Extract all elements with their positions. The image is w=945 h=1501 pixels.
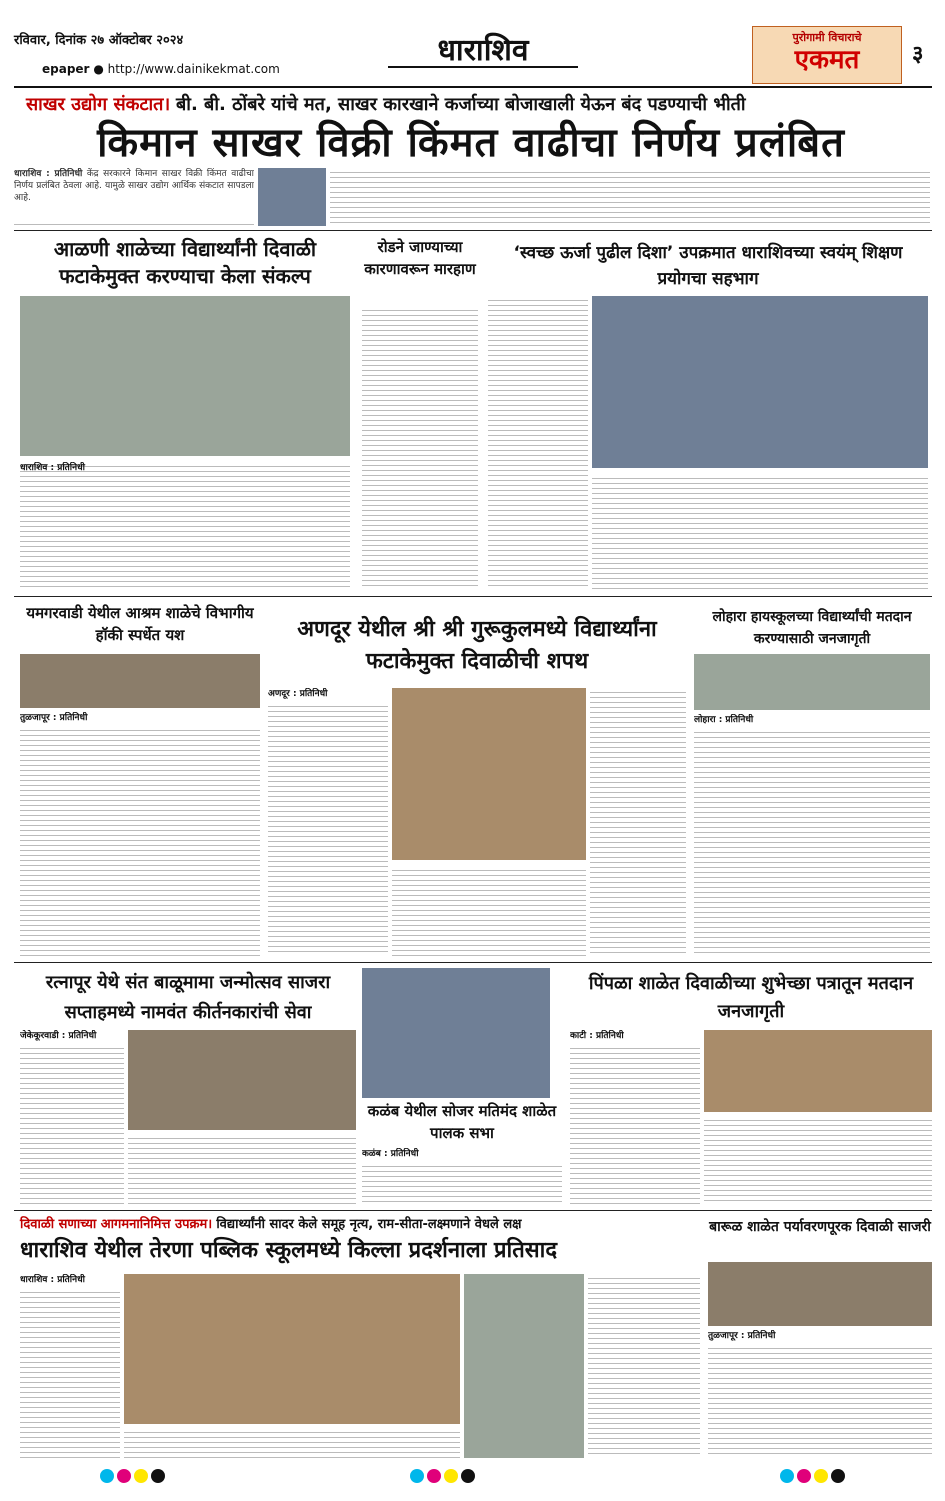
terna-performance-photo <box>464 1274 584 1458</box>
anadur-body <box>268 702 388 956</box>
lead-body <box>14 168 254 220</box>
lead-headline: किमान साखर विक्री किंमत वाढीचा निर्णय प्रलंबित <box>97 120 845 166</box>
section-divider <box>14 962 932 963</box>
section-divider <box>14 596 932 597</box>
website-url[interactable]: http://www.dainikekmat.com <box>107 62 280 76</box>
ratnapur-body-2 <box>128 1134 356 1204</box>
yellow-mark <box>444 1469 458 1483</box>
kalamb-dateline: कळंब : प्रतिनिधी <box>362 1149 419 1159</box>
anadur-students-photo <box>392 688 586 860</box>
story-terna-headline: धाराशिव येथील तेरणा पब्लिक स्कूलमध्ये किल्ला प्रदर्शनाला प्रतिसाद <box>20 1238 558 1263</box>
story-hockey-headline: यमगरवाडी येथील आश्रम शाळेचे विभागीय हॉकी स्पर्धेत यश <box>26 604 254 644</box>
story-road-headline: रोडने जाण्याच्या कारणावरून मारहाण <box>364 238 476 278</box>
header-divider <box>14 86 932 88</box>
yellow-mark <box>134 1469 148 1483</box>
clean-energy-body-2 <box>592 474 928 590</box>
story-kalamb-headline: कळंब येथील सोजर मतिमंद शाळेत पालक सभा <box>367 1102 557 1142</box>
registration-marks-center <box>410 1468 478 1487</box>
kalamb-body <box>362 1162 562 1204</box>
cyan-mark <box>410 1469 424 1483</box>
cyan-mark <box>100 1469 114 1483</box>
lohara-dateline: लोहारा : प्रतिनिधी <box>694 715 754 725</box>
story-barul-headline: बारूळ शाळेत पर्यावरणपूरक दिवाळी साजरी <box>709 1219 931 1235</box>
alani-dateline: धाराशिव : प्रतिनिधी <box>20 463 85 473</box>
terna-body-3 <box>588 1274 700 1458</box>
alani-story-body <box>20 462 350 590</box>
terna-kicker-text: विद्यार्थ्यांनी सादर केले समूह नृत्य, राम-सीता-लक्ष्मणाने वेधले लक्ष <box>216 1217 522 1232</box>
story-lohara-headline: लोहारा हायस्कूलच्या विद्यार्थ्यांची मतदान करण्यासाठी जनजागृती <box>712 609 912 647</box>
story-ratnapur-headline: रत्नापूर येथे संत बाळूमामा जन्मोत्सव साजरा सप्ताहमध्ये नामवंत कीर्तनकारांची सेवा <box>45 972 331 1023</box>
pimpla-body <box>570 1044 700 1204</box>
pimpla-dateline: काटी : प्रतिनिधी <box>570 1031 624 1041</box>
terna-body <box>20 1288 120 1458</box>
hockey-dateline: तुळजापूर : प्रतिनिधी <box>20 713 88 723</box>
black-mark <box>151 1469 165 1483</box>
road-story-body <box>362 306 478 590</box>
pimpla-body-2 <box>704 1116 932 1204</box>
story-pimpla-headline: पिंपळा शाळेत दिवाळीच्या शुभेच्छा पत्रातून मतदान जनजागृती <box>588 973 914 1022</box>
lohara-story-body <box>694 728 930 956</box>
page-number: ३ <box>912 42 924 67</box>
barul-story-body <box>708 1344 932 1458</box>
alani-school-photo <box>20 296 350 456</box>
ratnapur-body <box>20 1044 124 1204</box>
story-anadur-headline: अणदूर येथील श्री श्री गुरूकुलमध्ये विद्यार्थ्यांना फटाकेमुक्त दिवाळीची शपथ <box>297 617 657 674</box>
anadur-dateline: अणदूर : प्रतिनिधी <box>268 689 328 699</box>
ratnapur-dateline: जेकेकूरवाडी : प्रतिनिधी <box>20 1031 97 1041</box>
terna-body-2 <box>124 1428 460 1458</box>
anadur-body-3 <box>590 688 686 956</box>
brand-name: एकमत <box>794 45 860 75</box>
terna-kicker <box>20 1214 700 1232</box>
epaper-label: epaper <box>42 62 90 76</box>
hockey-story-body <box>20 726 260 956</box>
magenta-mark <box>117 1469 131 1483</box>
yellow-mark <box>814 1469 828 1483</box>
lohara-rally-photo <box>694 654 930 710</box>
section-divider <box>14 230 932 231</box>
globe-icon: ● <box>93 62 108 76</box>
pimpla-students-photo <box>704 1030 932 1112</box>
lead-kicker-text: बी. बी. ठोंबरे यांचे मत, साखर कारखाने कर्जाच्या बोजाखाली येऊन बंद पडण्याची भीती <box>176 94 746 115</box>
barul-school-photo <box>708 1262 932 1326</box>
terna-dateline: धाराशिव : प्रतिनिधी <box>20 1275 85 1285</box>
magenta-mark <box>797 1469 811 1483</box>
lead-columns <box>330 168 930 226</box>
lead-portrait-photo <box>258 168 326 226</box>
brand-logo <box>752 26 902 84</box>
cyan-mark <box>780 1469 794 1483</box>
clean-energy-photo <box>592 296 928 468</box>
terna-kicker-label: दिवाळी सणाच्या आगमनानिमित्त उपक्रम। <box>20 1217 213 1232</box>
hockey-team-photo <box>20 654 260 708</box>
story-alani-headline: आळणी शाळेच्या विद्यार्थ्यांनी दिवाळी फटाकेमुक्त करण्याचा केला संकल्प <box>53 237 317 288</box>
lead-text-fill <box>14 220 254 226</box>
clean-energy-body <box>488 296 588 590</box>
issue-date: रविवार, दिनांक २७ ऑक्टोबर २०२४ <box>14 33 184 48</box>
lead-dateline: धाराशिव : प्रतिनिधी <box>14 169 83 179</box>
magenta-mark <box>427 1469 441 1483</box>
section-divider <box>14 1210 932 1211</box>
masthead-title: धाराशिव <box>388 28 578 68</box>
kalamb-meeting-photo <box>362 968 550 1098</box>
black-mark <box>461 1469 475 1483</box>
black-mark <box>831 1469 845 1483</box>
terna-fort-photo <box>124 1274 460 1424</box>
barul-dateline: तुळजापूर : प्रतिनिधी <box>708 1331 776 1341</box>
brand-tagline: पुरोगामी विचाराचे <box>792 31 862 44</box>
ratnapur-kirtan-photo <box>128 1030 356 1130</box>
registration-marks-left <box>100 1468 168 1487</box>
lead-kicker-label: साखर उद्योग संकटात। <box>26 94 171 115</box>
lead-body-text: केंद्र सरकारने किमान साखर विक्री किंमत वाढीचा निर्णय प्रलंबित ठेवला आहे. यामुळे साखर उद्योग आर्थिक संकटात सापडला आहे. <box>14 169 254 203</box>
story-clean-energy-headline: ‘स्वच्छ ऊर्जा पुढील दिशा’ उपक्रमात धाराशिवच्या स्वयंम् शिक्षण प्रयोगचा सहभाग <box>513 243 903 289</box>
anadur-body-2 <box>392 866 586 956</box>
registration-marks-right <box>780 1468 848 1487</box>
epaper-url[interactable] <box>42 62 280 76</box>
